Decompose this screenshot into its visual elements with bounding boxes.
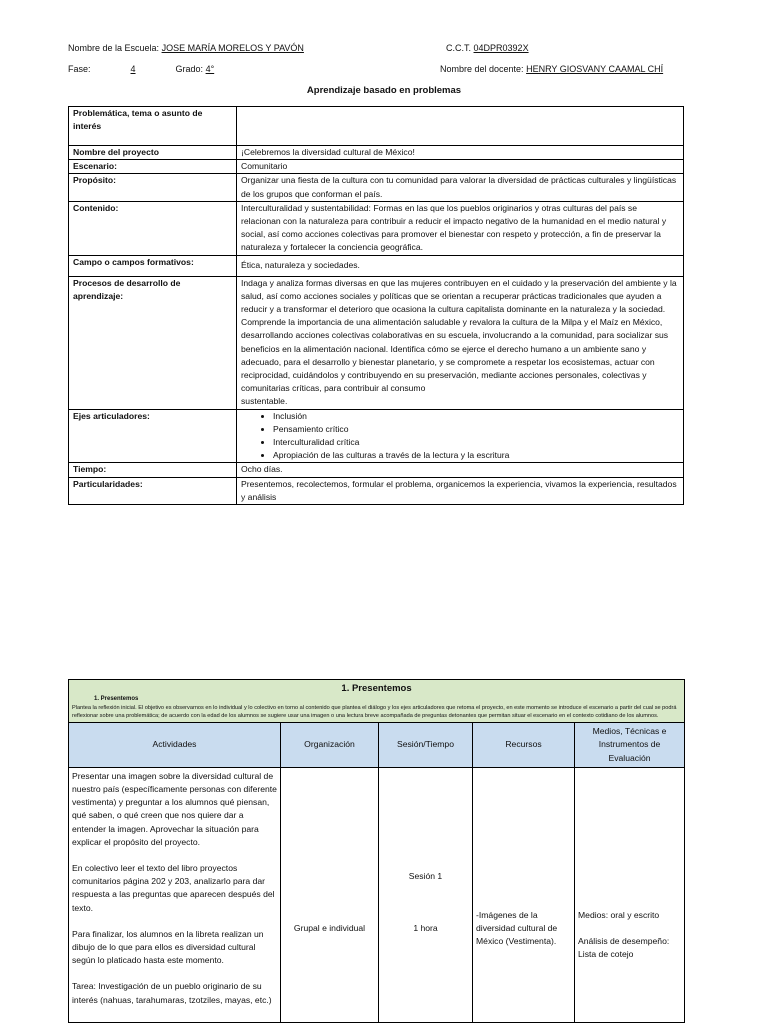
list-item: • Interculturalidad crítica: [273, 436, 679, 449]
evaluation-cell: [575, 767, 685, 1022]
list-item: • Inclusión: [273, 410, 679, 423]
activity-paragraph: Presentar una imagen sobre la diversidad cultural de nuestro país (específicamente personas con diferente vestimenta) y preguntar a los alumnos qué piensan, qué saben, o qué creen que nos quiere dar a entender la imagen. Aprovechar la situación para explicar el propósito del proyecto.: [72, 770, 277, 847]
section-description: Plantea la reflexión inicial. El objetivo es observarnos en lo individual y lo colectivo en torno al contenido que plantea el diálogo y los ejes articuladores que retoma el proyecto, en este momento se introduce el escenario a partir del cual se podrá reflexionar sobre una problemática; de acuerdo con la edad de los alumnos se sugiere usar una imagen o una lectura breve acompañada de preguntas detonantes que permitan situar el escenario en el contexto cotidiano de los alumnos.: [72, 705, 677, 720]
column-header-row: [69, 723, 685, 768]
section-header: [69, 680, 685, 723]
list-item: • Apropiación de las culturas a través de la lectura y la escritura: [273, 449, 679, 462]
section-heading: 1. Presentemos: [341, 683, 412, 694]
row-value: Organizar una fiesta de la cultura con tu comunidad para valorar la diversidad de prácticas culturales y lingüísticas de los grupos que conforman el país.: [237, 174, 684, 201]
row-label: Escenario:: [69, 160, 237, 174]
section-header-row: [69, 680, 685, 723]
page-title: Aprendizaje basado en problemas: [306, 85, 462, 96]
cct-line: [446, 43, 529, 53]
ejes-list: [241, 410, 679, 463]
fase-line: [68, 64, 214, 74]
school-name: JOSE MARÍA MORELOS Y PAVÓN: [161, 43, 304, 53]
column-header: Recursos: [473, 723, 575, 768]
table-row: [69, 276, 684, 409]
session-cell: [379, 767, 473, 1022]
row-label: Contenido:: [69, 201, 237, 255]
table-row: [69, 477, 684, 504]
row-label: Problemática, tema o asunto de interés: [69, 107, 237, 146]
school-label: Nombre de la Escuela:: [68, 43, 160, 53]
table-row: [69, 201, 684, 255]
grado-label: Grado:: [175, 64, 204, 74]
row-value: Ética, naturaleza y sociedades.: [237, 255, 684, 276]
row-value: ¡Celebremos la diversidad cultural de México!: [237, 146, 684, 160]
organization-cell: Grupal e individual: [281, 767, 379, 1022]
resources-cell: -Imágenes de la diversidad cultural de México (Vestimenta).: [473, 767, 575, 1022]
row-value: Comunitario: [237, 160, 684, 174]
activities-cell: [69, 767, 281, 1022]
table-row: [69, 160, 684, 174]
school-line: [68, 43, 304, 53]
cct-label: C.C.T.: [446, 43, 472, 53]
row-label: Procesos de desarrollo de aprendizaje:: [69, 276, 237, 409]
grado-value: 4°: [205, 64, 215, 74]
row-value: [237, 276, 684, 409]
activities-table: [68, 679, 685, 1023]
table-row: [69, 255, 684, 276]
process-text: Indaga y analiza formas diversas en que las mujeres contribuyen en el cuidado y la preservación del ambiente y la salud, así como acciones sociales y políticas que se orientan a recuperar prácticas tradicionales que ayuden a reducir y a transformar el deterioro que ocasiona la cultura capitalista dominante en la naturaleza y la sociedad. Comprende la importancia de una alimentación saludable y revalora la cultura de la Milpa y el Maíz en México, desarrollando acciones colectivas colaborativas en su escuela, involucrando a la comunidad, para socializar sus beneficios en la alimentación nacional. Identifica cómo se ejerce el derecho humano a un ambiente sano y adecuado, para el desarrollo y bienestar planetario, y se compromete a respetar los ecosistemas, actuar con reciprocidad, cuidándolos y contribuyendo en su preservación, mediante acciones personales, colectivas y comunitarias críticas, para contribuir al consumo: [241, 277, 677, 394]
row-label: Propósito:: [69, 174, 237, 201]
column-header: Sesión/Tiempo: [379, 723, 473, 768]
table-row: [69, 146, 684, 160]
activity-paragraph: Para finalizar, los alumnos en la libreta realizan un dibujo de lo que para ellos es diversidad cultural según lo platicado hasta este momento.: [72, 928, 264, 966]
row-value: [237, 409, 684, 463]
list-item: • Pensamiento crítico: [273, 423, 679, 436]
row-label: Campo o campos formativos:: [69, 255, 237, 276]
row-label: Nombre del proyecto: [69, 146, 237, 160]
evaluation-analysis: Análisis de desempeño: Lista de cotejo: [578, 936, 670, 960]
table-row: [69, 767, 685, 1022]
table-row: [69, 107, 684, 146]
docente-line: [440, 64, 663, 74]
docente-label: Nombre del docente:: [440, 64, 524, 74]
cct-value: 04DPR0392X: [473, 43, 529, 53]
section-subheading: 1. Presentemos: [94, 696, 139, 703]
row-label: Particularidades:: [69, 477, 237, 504]
row-value: Ocho días.: [237, 463, 684, 477]
column-header: Actividades: [69, 723, 281, 768]
activity-paragraph: Tarea: Investigación de un pueblo originario de su interés (nahuas, tarahumaras, tzotziles, mayas, etc.): [72, 981, 272, 1005]
row-label: Ejes articuladores:: [69, 409, 237, 463]
fase-label: Fase:: [68, 64, 91, 74]
column-header: Organización: [281, 723, 379, 768]
process-text-end: sustentable.: [241, 396, 288, 407]
table-row: [69, 463, 684, 477]
row-label: Tiempo:: [69, 463, 237, 477]
session-label: Sesión 1: [408, 870, 443, 881]
table-row: [69, 174, 684, 201]
session-time: 1 hora: [413, 923, 438, 934]
docente-name: HENRY GIOSVANY CAAMAL CHÍ: [526, 64, 664, 74]
column-header: Medios, Técnicas e Instrumentos de Evaluación: [575, 723, 685, 768]
row-value: Interculturalidad y sustentabilidad: Formas en las que los pueblos originarios y otras culturas del país se relacionan con la naturaleza para contribuir a reducir el impacto negativo de la humanidad en el medio natural y social, así como acciones colectivas para promover el bienestar con respeto y protección, a fin de preservar la naturaleza y fortalecer la conciencia geográfica.: [237, 201, 684, 255]
evaluation-media: Medios: oral y escrito: [578, 909, 660, 920]
row-value: [237, 107, 684, 146]
activity-paragraph: En colectivo leer el texto del libro proyectos comunitarios página 202 y 203, analizarlo para dar respuesta a las preguntas que aparecen después del texto.: [72, 863, 275, 913]
fase-value: 4: [130, 64, 136, 74]
table-row: [69, 409, 684, 463]
project-table: [68, 106, 684, 505]
row-value: Presentemos, recolectemos, formular el problema, organicemos la experiencia, vivamos la experiencia, resultados y análisis: [237, 477, 684, 504]
